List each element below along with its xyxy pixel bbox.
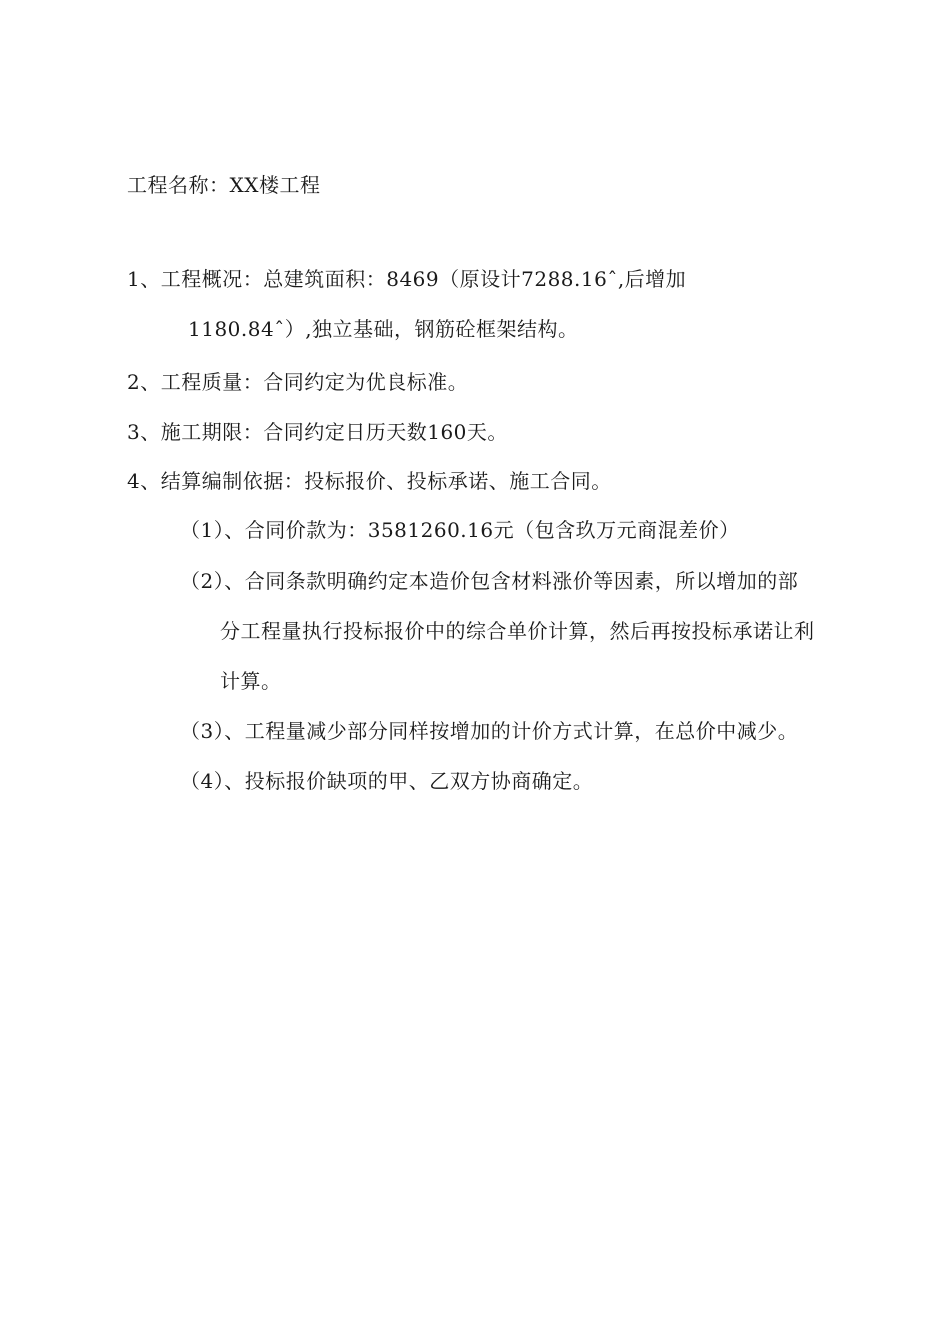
item-overview-line-2: 1180.84ˆ）,独立基础，钢筋砼框架结构。 (188, 317, 579, 341)
sub-item-reduction: （3）、工程量减少部分同样按增加的计价方式计算，在总价中减少。 (180, 719, 799, 743)
item-schedule: 3、施工期限：合同约定日历天数160天。 (127, 420, 508, 444)
sub-item-contract-terms-line-2: 分工程量执行投标报价中的综合单价计算，然后再按投标承诺让利 (220, 619, 815, 643)
sub-item-contract-price: （1）、合同价款为：3581260.16元（包含玖万元商混差价） (180, 518, 740, 542)
sub-item-missing-items: （4）、投标报价缺项的甲、乙双方协商确定。 (180, 769, 594, 793)
sub-item-contract-terms-line-1: （2）、合同条款明确约定本造价包含材料涨价等因素，所以增加的部 (180, 569, 799, 593)
project-name-heading: 工程名称：XX楼工程 (127, 173, 321, 197)
item-settlement-basis: 4、结算编制依据：投标报价、投标承诺、施工合同。 (127, 469, 612, 493)
sub-item-contract-terms-line-3: 计算。 (220, 669, 282, 693)
item-quality: 2、工程质量：合同约定为优良标准。 (127, 370, 469, 394)
item-overview-line-1: 1、工程概况：总建筑面积：8469（原设计7288.16ˆ,后增加 (127, 267, 687, 291)
